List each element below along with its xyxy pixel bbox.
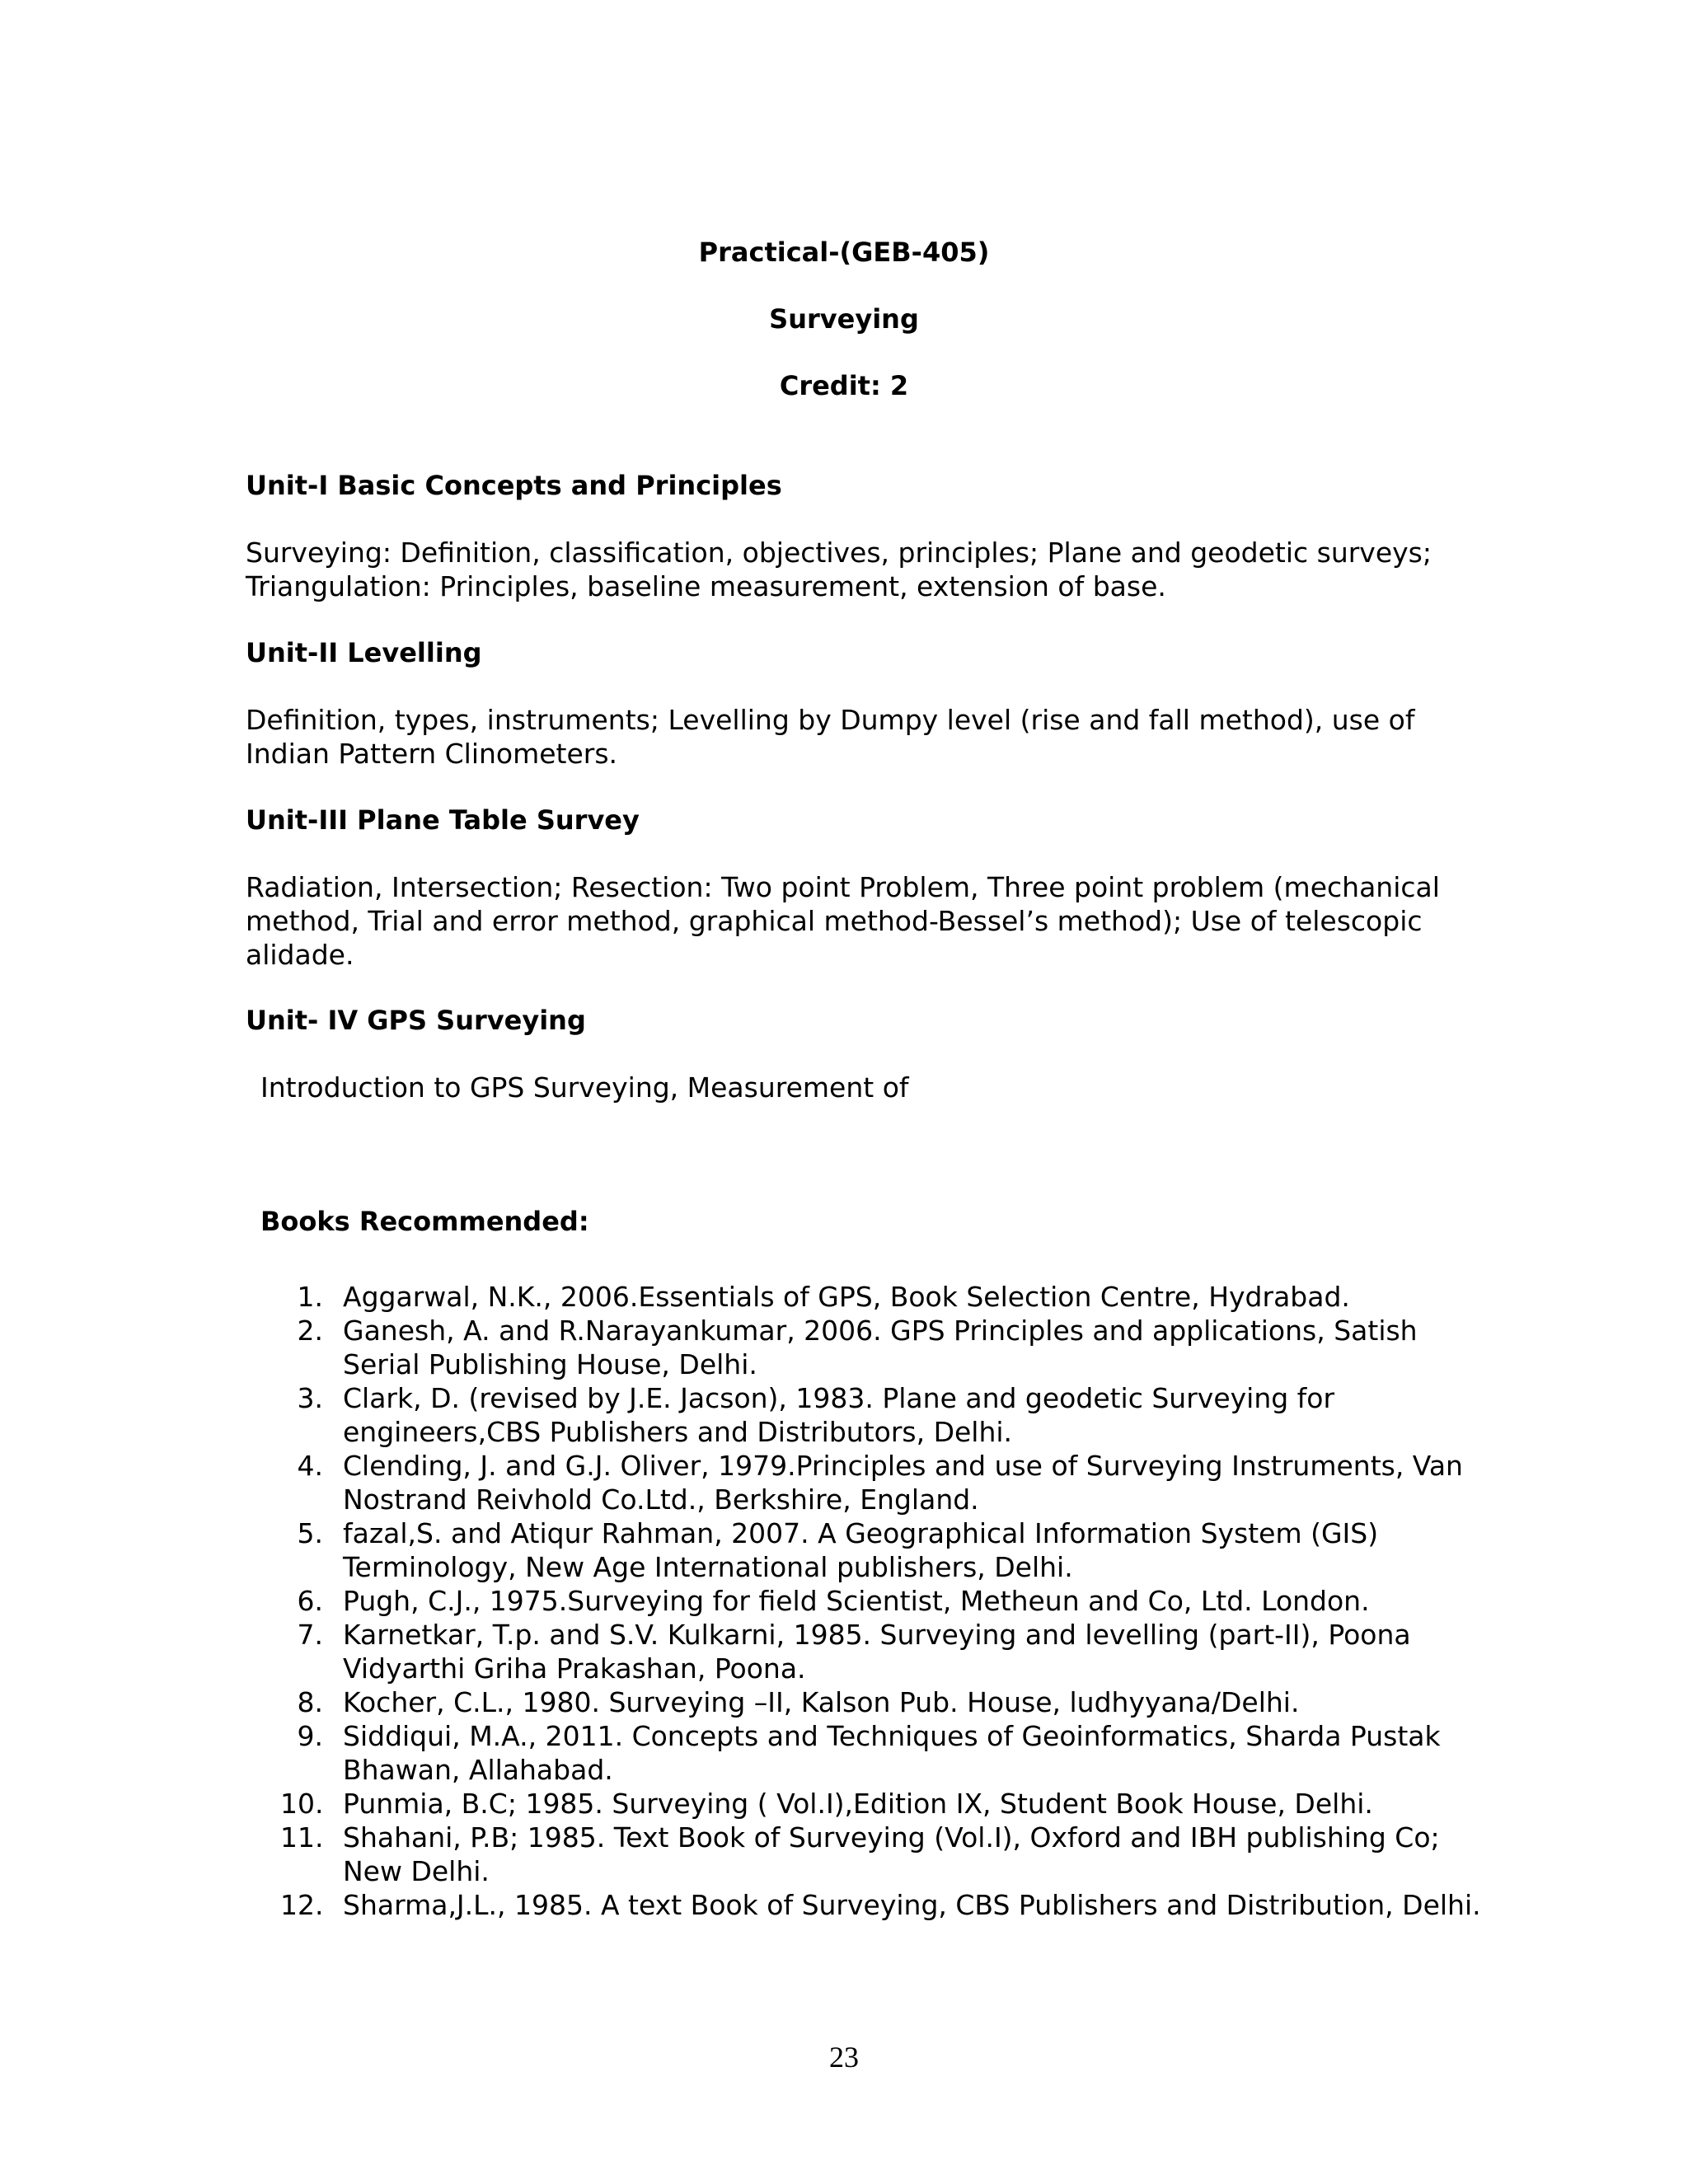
book-line: Punmia, B.C; 1985. Surveying ( Vol.I),Edition IX, Student Book House, Delhi. bbox=[343, 1788, 1373, 1820]
book-number: 1. bbox=[297, 1281, 323, 1313]
book-line: Ganesh, A. and R.Narayankumar, 2006. GPS Principles and applications, Satish bbox=[343, 1315, 1418, 1347]
book-line: Bhawan, Allahabad. bbox=[343, 1754, 613, 1786]
book-item bbox=[280, 1821, 1451, 1888]
book-line: Sharma,J.L., 1985. A text Book of Surveying, CBS Publishers and Distribution, Delhi. bbox=[343, 1889, 1481, 1921]
page-number: 23 bbox=[829, 2041, 859, 2074]
book-item bbox=[280, 1314, 1451, 1381]
unit-3-line-3: alidade. bbox=[246, 939, 354, 971]
book-number: 12. bbox=[280, 1889, 324, 1921]
book-line: Serial Publishing House, Delhi. bbox=[343, 1348, 757, 1380]
book-number: 5. bbox=[297, 1517, 323, 1549]
book-line: Nostrand Reivhold Co.Ltd., Berkshire, England. bbox=[343, 1483, 979, 1516]
book-line: Kocher, C.L., 1980. Surveying –II, Kalson Pub. House, ludhyyana/Delhi. bbox=[343, 1686, 1300, 1718]
book-number: 4. bbox=[297, 1450, 323, 1482]
book-line: engineers,CBS Publishers and Distributors, Delhi. bbox=[343, 1416, 1013, 1448]
book-item bbox=[280, 1381, 1451, 1449]
unit-1-description bbox=[246, 536, 1449, 603]
book-line: Clark, D. (revised by J.E. Jacson), 1983. Plane and geodetic Surveying for bbox=[343, 1382, 1335, 1414]
unit-3-line-2: method, Trial and error method, graphical method-Bessel’s method); Use of telescopic bbox=[246, 905, 1423, 937]
book-line: Shahani, P.B; 1985. Text Book of Surveying (Vol.I), Oxford and IBH publishing Co; bbox=[343, 1821, 1440, 1854]
book-item bbox=[280, 1516, 1451, 1584]
book-item bbox=[280, 1449, 1463, 1516]
unit-4-description bbox=[260, 1071, 1464, 1104]
book-item bbox=[280, 1685, 1451, 1719]
book-number: 9. bbox=[297, 1720, 323, 1752]
unit-1-line-1: Surveying: Definition, classification, objectives, principles; Plane and geodetic surveys; bbox=[246, 537, 1432, 569]
book-line: Clending, J. and G.J. Oliver, 1979.Principles and use of Surveying Instruments, Van bbox=[343, 1450, 1463, 1482]
unit-2-line-2: Indian Pattern Clinometers. bbox=[246, 738, 618, 770]
book-item bbox=[280, 1280, 1451, 1314]
book-item bbox=[280, 1584, 1451, 1618]
course-code-title: Practical-(GEB-405) bbox=[698, 237, 990, 268]
book-number: 11. bbox=[280, 1821, 324, 1854]
book-line: Karnetkar, T.p. and S.V. Kulkarni, 1985. Surveying and levelling (part-II), Poona bbox=[343, 1619, 1411, 1651]
credit-line: Credit: 2 bbox=[779, 370, 909, 401]
unit-2-heading: Unit-II Levelling bbox=[246, 637, 482, 668]
book-line: Aggarwal, N.K., 2006.Essentials of GPS, Book Selection Centre, Hydrabad. bbox=[343, 1281, 1350, 1313]
book-line: fazal,S. and Atiqur Rahman, 2007. A Geographical Information System (GIS) bbox=[343, 1517, 1379, 1549]
unit-2-line-1: Definition, types, instruments; Levelling by Dumpy level (rise and fall method), use of bbox=[246, 704, 1415, 736]
book-number: 8. bbox=[297, 1686, 323, 1718]
unit-2-description bbox=[246, 703, 1449, 771]
book-item bbox=[280, 1888, 1481, 1922]
unit-3-line-1: Radiation, Intersection; Resection: Two point Problem, Three point problem (mechanical bbox=[246, 871, 1440, 903]
unit-1-heading: Unit-I Basic Concepts and Principles bbox=[246, 470, 782, 501]
unit-4-heading: Unit- IV GPS Surveying bbox=[246, 1005, 586, 1036]
book-number: 6. bbox=[297, 1585, 323, 1617]
unit-3-description bbox=[246, 870, 1449, 972]
book-item bbox=[280, 1618, 1451, 1685]
book-line: New Delhi. bbox=[343, 1855, 490, 1887]
book-line: Terminology, New Age International publishers, Delhi. bbox=[343, 1551, 1073, 1583]
books-list bbox=[280, 1280, 1481, 1922]
unit-4-line-1: Introduction to GPS Surveying, Measurement of bbox=[260, 1071, 909, 1104]
subject-title: Surveying bbox=[769, 303, 919, 335]
book-line: Pugh, C.J., 1975.Surveying for field Scientist, Metheun and Co, Ltd. London. bbox=[343, 1585, 1370, 1617]
book-number: 10. bbox=[280, 1788, 324, 1820]
book-number: 7. bbox=[297, 1619, 323, 1651]
unit-3-heading: Unit-III Plane Table Survey bbox=[246, 804, 640, 836]
book-item bbox=[280, 1787, 1451, 1821]
book-line: Vidyarthi Griha Prakashan, Poona. bbox=[343, 1652, 806, 1685]
book-line: Siddiqui, M.A., 2011. Concepts and Techniques of Geoinformatics, Sharda Pustak bbox=[343, 1720, 1441, 1752]
book-number: 2. bbox=[297, 1315, 323, 1347]
book-number: 3. bbox=[297, 1382, 323, 1414]
book-item bbox=[280, 1719, 1451, 1787]
unit-1-line-2: Triangulation: Principles, baseline measurement, extension of base. bbox=[246, 570, 1166, 602]
books-heading: Books Recommended: bbox=[260, 1206, 589, 1237]
